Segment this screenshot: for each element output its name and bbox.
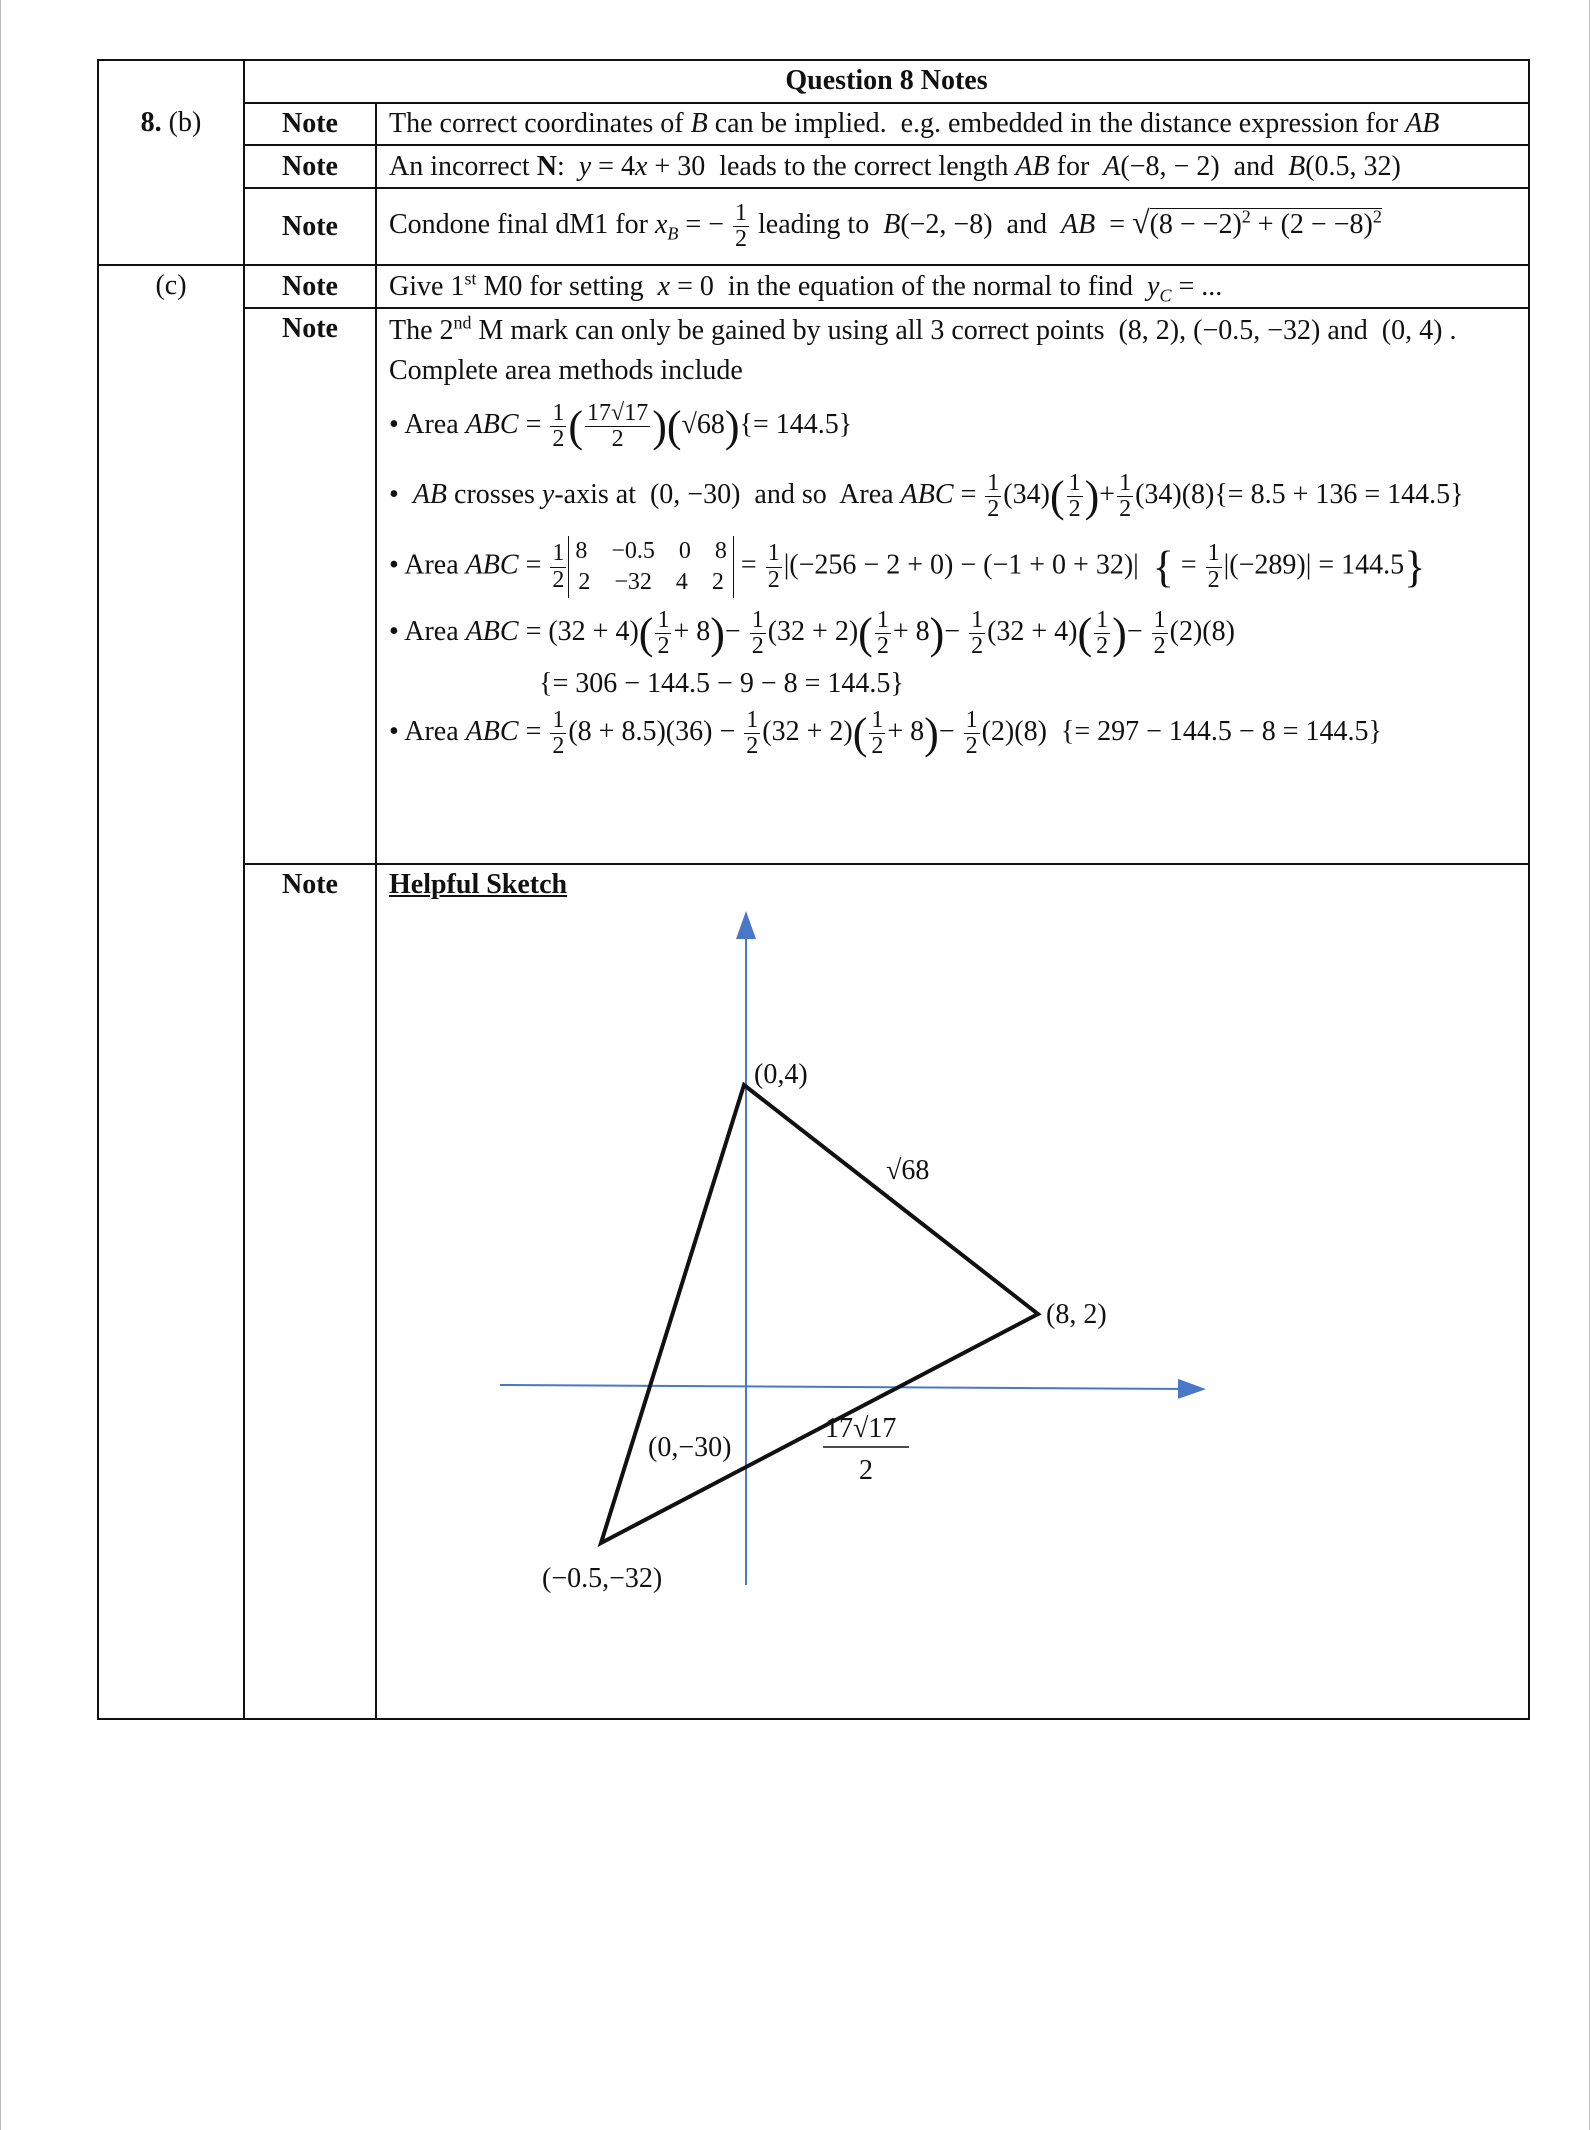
note-c1: Give 1st M0 for setting x = 0 in the equation of the normal to find $y_C$ = ... (376, 265, 1529, 308)
method-4: • Area ABC = (32 + 4)( $\frac{1}{2}$ + 8)− $\frac{1}{2}$ (32 + 2)( $\frac{1}{2}$ + 8)− $\frac{1}{2}$ (32 + 4)( $\frac{1}{2}$ )− $\frac{1}{2}$ (2)(8) (389, 607, 1235, 660)
part-c-label: (c) (98, 265, 244, 1719)
note-b2: An incorrect N: y = 4x + 30 leads to the correct length AB for A(−8, − 2) and B(0.5, 32) (376, 145, 1529, 188)
note-c2: The 2nd M mark can only be gained by using all 3 correct points (8, 2), (−0.5, −32) and (0, 4) . Complete area methods include • Area ABC = $\frac{1}{2}$ ( $\frac{17√17}{2}$ )(√68){= 144.5} • AB crosses y-axis at (0, −30) and so Area ABC = $\frac{1}{2}$ (34)( $\frac{1}{2}$ )+ $\frac{1}{2}$ (34)(8){= 8.5 + 136 = 144.5} • Area ABC = $\frac{1}{2}$ 8 −0.5 0 8 2 −32 4 2 = $\frac{1}{2}$ |(−256 − 2 + 0) − (−1 + 0 + 32)| { = $\frac{1}{2}$ |(−289)| = 144.5} • Area ABC = (32 + 4)( $\frac{1}{2}$ + 8)− $\frac{1}{2}$ (32 + 2)( $\frac{1}{2}$ + 8)− $\frac{1}{2}$ (32 + 4)( $\frac{1}{2}$ )− $\frac{1}{2}$ (2)(8) {= 306 − 144.5 − 9 − 8 = 144.5} • Area ABC = $\frac{1}{2}$ (8 + 8.5)(36) − $\frac{1}{2}$ (32 + 2)( $\frac{1}{2}$ + 8)− $\frac{1}{2}$ (2)(8) {= 297 − 144.5 − 8 = 144.5} (376, 308, 1529, 863)
helpful-sketch (377, 905, 1502, 1705)
note-b3: Condone final dM1 for $x_B$ = − $\frac{1}{2}$ leading to B(−2, −8) and AB = $√(8 - -2)^2 + (2 - -8)^2$ (376, 188, 1529, 265)
label-length-ab-den: 2 (859, 1454, 873, 1486)
label-point-neg0.5-neg32: (−0.5,−32) (542, 1562, 663, 1594)
method-2: • AB crosses y-axis at (0, −30) and so Area ABC = $\frac{1}{2}$ (34)( $\frac{1}{2}$ )+ $\frac{1}{2}$ (34)(8){= 8.5 + 136 = 144.5} (389, 469, 1464, 522)
method-1: • Area ABC = $\frac{1}{2}$ ( $\frac{17√17}{2}$ )(√68){= 144.5} (389, 400, 853, 453)
note-label: Note (244, 864, 376, 1719)
triangle-abc (601, 1085, 1038, 1543)
label-point-0-neg30: (0,−30) (648, 1431, 732, 1463)
method-3: • Area ABC = $\frac{1}{2}$ 8 −0.5 0 8 2 −32 4 2 = $\frac{1}{2}$ |(−256 − 2 + 0) − (−1 + 0 + 32)| { = $\frac{1}{2}$ |(−289)| = 144.5} (389, 526, 1516, 602)
label-length-ab-num: 17√17 (825, 1412, 897, 1444)
method-5: • Area ABC = $\frac{1}{2}$ (8 + 8.5)(36) − $\frac{1}{2}$ (32 + 2)( $\frac{1}{2}$ + 8)− $\frac{1}{2}$ (2)(8) {= 297 − 144.5 − 8 = 144.5} (389, 706, 1382, 759)
note-label: Note (244, 103, 376, 146)
label-length-root68: √68 (886, 1154, 930, 1186)
note-label: Note (244, 308, 376, 863)
note-label: Note (244, 188, 376, 265)
label-point-0-4: (0,4) (754, 1058, 808, 1090)
sketch-title: Helpful Sketch (389, 868, 568, 900)
note-label: Note (244, 265, 376, 308)
fraction: $\frac{1}{2}$ (735, 200, 747, 253)
note-b1: The correct coordinates of B can be implied. e.g. embedded in the distance expression for AB (376, 103, 1529, 146)
sketch-cell (376, 864, 1529, 1719)
mark-scheme-table (97, 59, 1530, 1720)
x-axis (500, 1385, 1192, 1389)
table-title: Question 8 Notes (244, 60, 1529, 103)
question-number: 8. (b) (98, 103, 244, 266)
label-point-8-2: (8, 2) (1046, 1298, 1107, 1330)
note-label: Note (244, 145, 376, 188)
